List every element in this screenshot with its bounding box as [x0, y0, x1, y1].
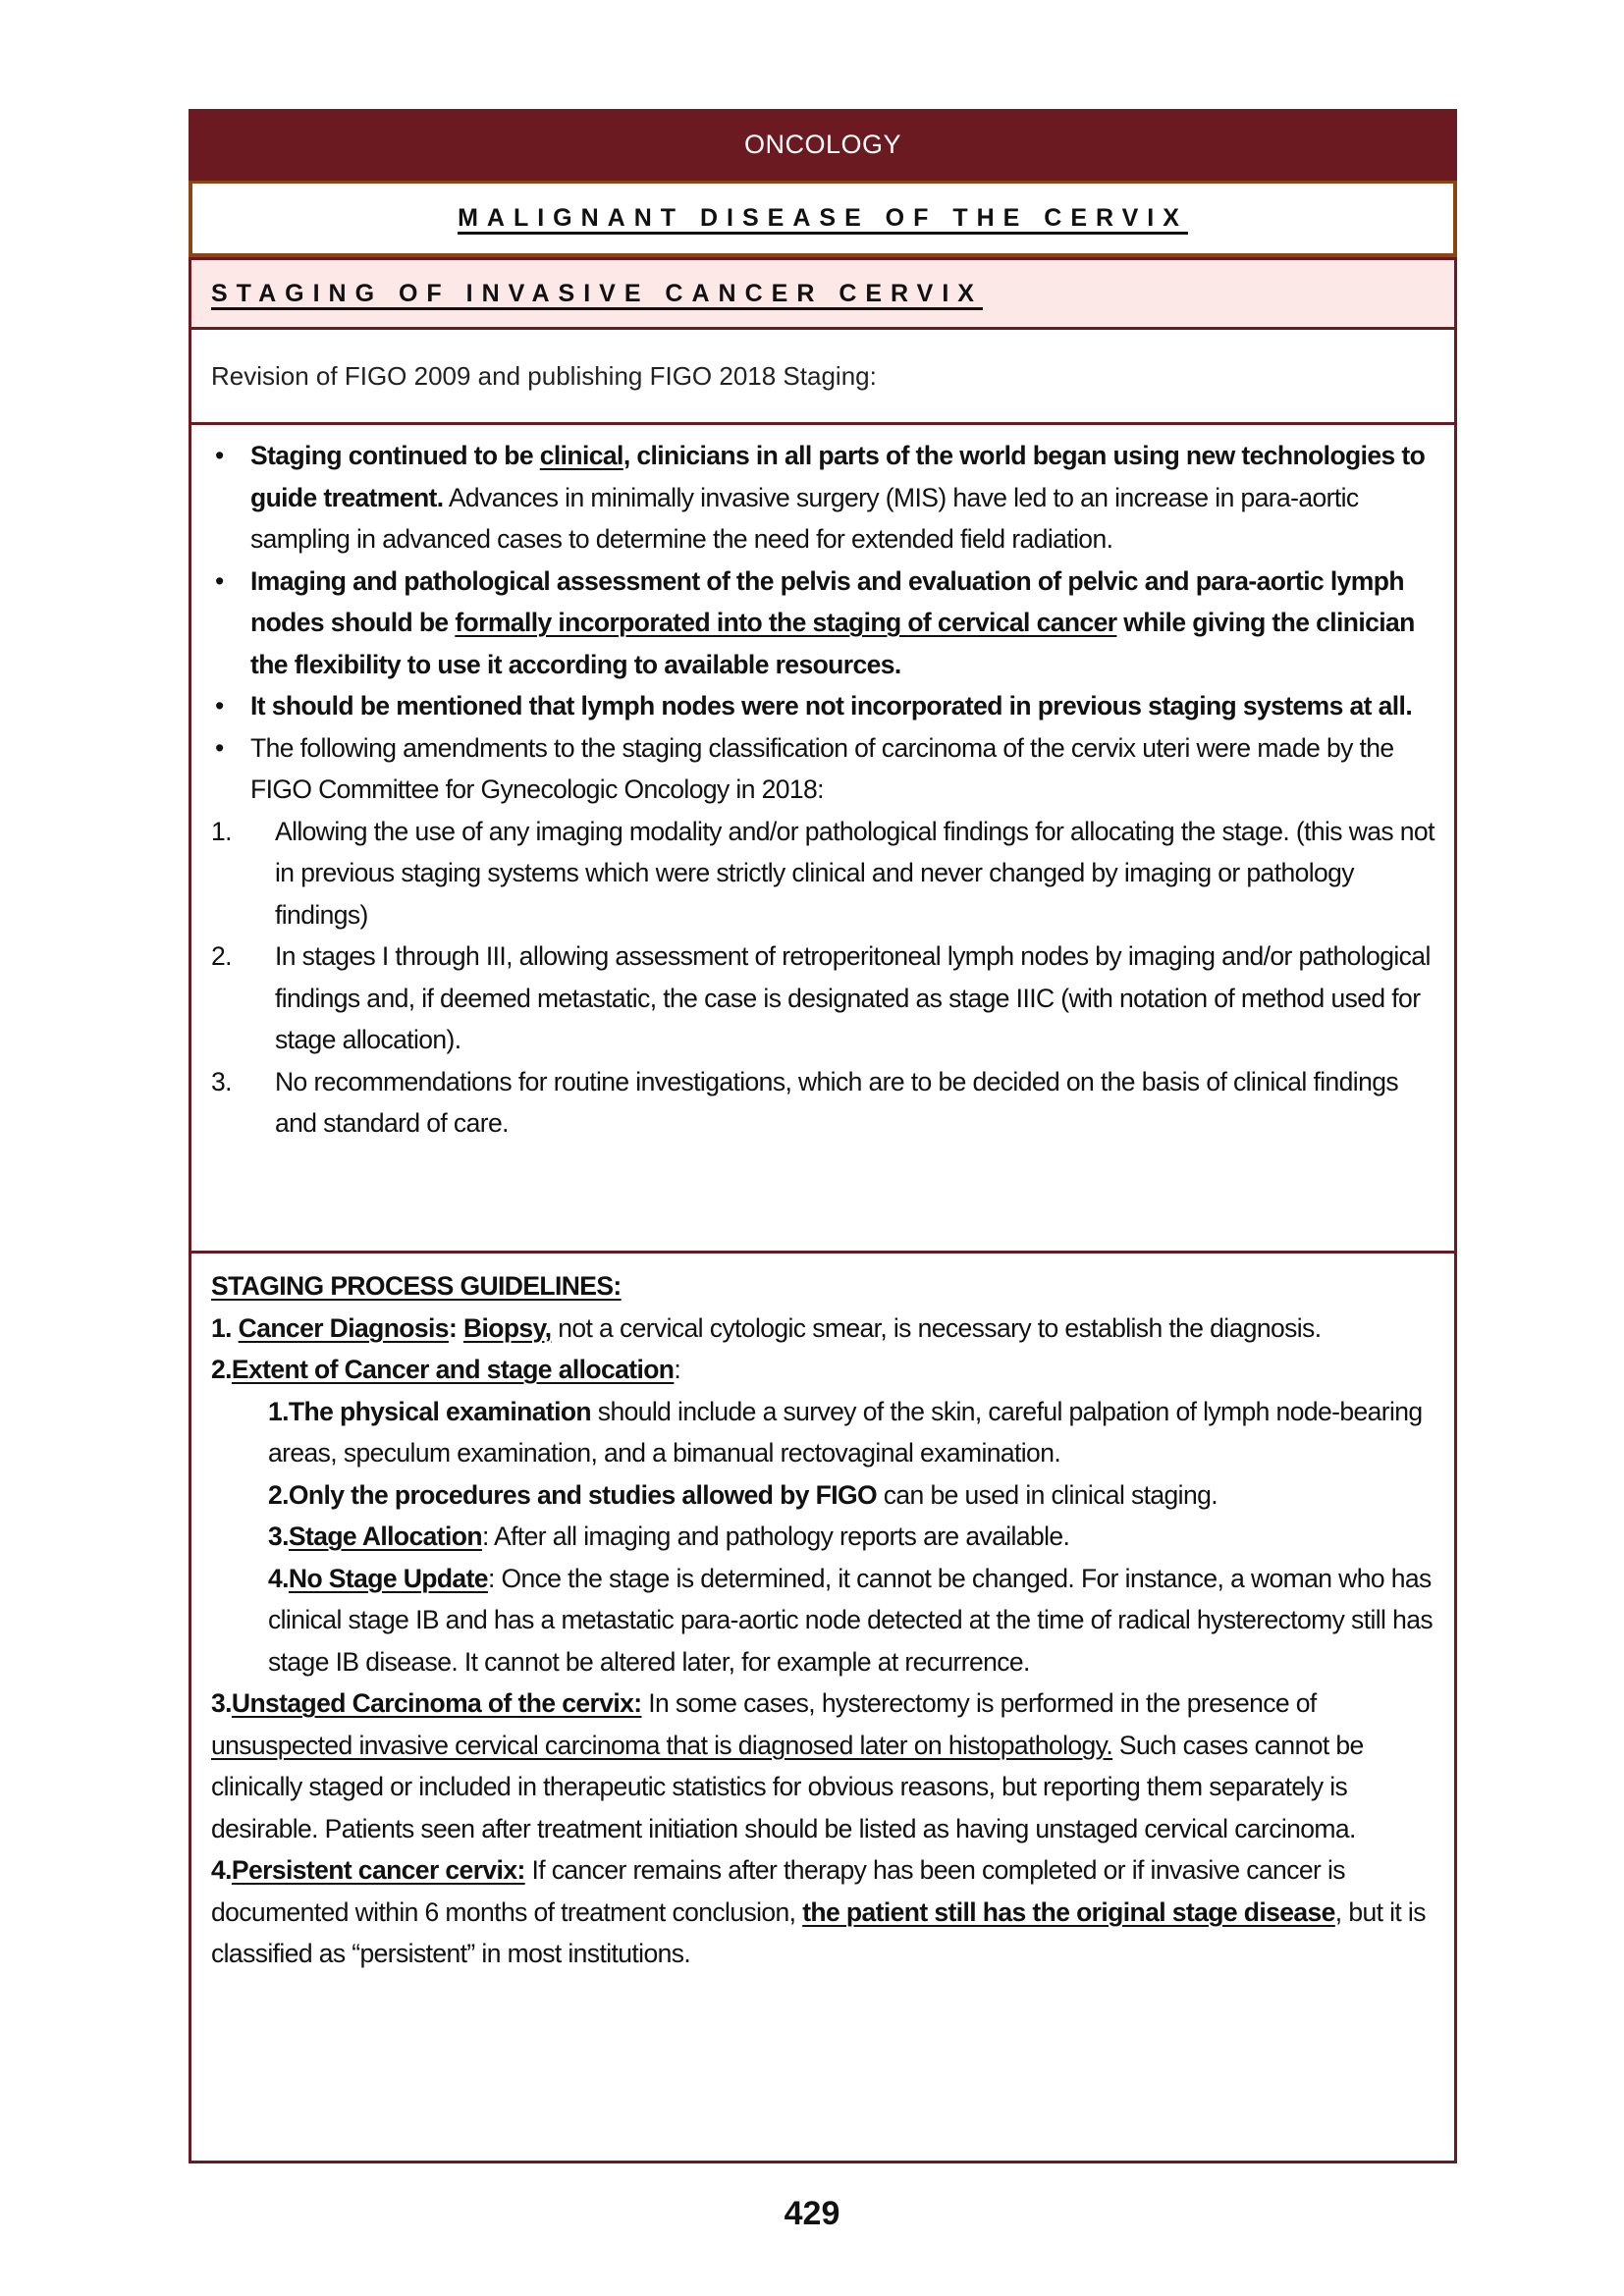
bullet-icon: • [215, 565, 224, 596]
bullet-bold-text: Staging continued to be [250, 441, 540, 470]
page-title: MALIGNANT DISEASE OF THE CERVIX [458, 204, 1188, 232]
section-label: ONCOLOGY [743, 130, 902, 159]
subitem-text: : Once the stage is determined, it cannot be changed. For instance, a woman who has clinical stage IB and has a metastatic para-aortic node detected at the time of radical hysterectomy still has stage IB disease. It cannot be altered later, for example at recurrence. [268, 1563, 1434, 1677]
guideline-label: Extent of Cancer and stage allocation [231, 1355, 675, 1384]
item-number: 4. [211, 1855, 232, 1885]
subitem-label: Stage Allocation [288, 1522, 482, 1551]
guideline-text: If cancer remains after therapy has been completed or if invasive cancer is documented within 6 months of treatment conclusion, [211, 1855, 1345, 1927]
guideline-label: Cancer Diagnosis [238, 1312, 449, 1343]
item-number: 2. [211, 1355, 232, 1384]
guideline-emphasis: the patient still has the original stage disease [802, 1896, 1335, 1927]
guideline-label: Biopsy, [462, 1312, 552, 1343]
bullet-icon: • [215, 691, 224, 721]
guideline-2 [211, 1349, 1435, 1391]
bullet-item [211, 561, 1435, 686]
bullet-bold-text: while giving the clinician the flexibility to use it according to available resources. [250, 608, 1415, 679]
amendments-list [211, 811, 1435, 1145]
guideline-underlined-text: unsuspected invasive cervical carcinoma that is diagnosed later on histopathology. [211, 1730, 1113, 1760]
item-number: 1. [268, 1396, 289, 1426]
amendment-item [211, 1061, 1435, 1145]
guidelines-heading: STAGING PROCESS GUIDELINES: [211, 1271, 622, 1301]
page-number: 429 [784, 2195, 840, 2232]
guidelines-section [189, 1254, 1457, 2163]
guideline-2-subitem [211, 1558, 1435, 1683]
bullets-section [189, 425, 1457, 1254]
guideline-4 [211, 1849, 1435, 1975]
subitem-label: No Stage Update [288, 1563, 488, 1593]
guideline-label: Unstaged Carcinoma of the cervix: [231, 1688, 642, 1718]
subitem-text: should include a survey of the skin, careful palpation of lymph node-bearing areas, speculum examination, and a bimanual rectovaginal examination. [268, 1396, 1423, 1468]
bullet-underlined-text: clinical [539, 441, 623, 470]
item-number: 1. [211, 816, 232, 846]
item-number: 3. [211, 1688, 232, 1718]
separator: : [448, 1312, 463, 1343]
section-header [189, 109, 1457, 181]
guideline-text: , but it is classified as “persistent” in most institutions. [211, 1896, 1426, 1968]
guideline-3 [211, 1682, 1435, 1849]
item-number: 2. [268, 1479, 289, 1510]
bullet-icon: • [215, 441, 224, 470]
item-number: 1. [211, 1312, 239, 1343]
bullet-item [211, 435, 1435, 561]
bullet-bold-text: It should be mentioned that lymph nodes were not incorporated in previous staging systems at all. [250, 691, 1413, 721]
title-row [189, 181, 1457, 257]
amendment-text: In stages I through III, allowing assessment of retroperitoneal lymph nodes by imaging and/or pathological findings and, if deemed metastatic, the case is designated as stage IIIC (with notation of method used for stage allocation). [275, 941, 1431, 1054]
amendment-text: No recommendations for routine investigations, which are to be decided on the basis of clinical findings and standard of care. [275, 1066, 1399, 1138]
content-box [189, 109, 1457, 2163]
bullet-plain-text: Advances in minimally invasive surgery (MIS) have led to an increase in para-aortic sampling in advanced cases to determine the need for extended field radiation. [250, 482, 1359, 554]
intro-text: Revision of FIGO 2009 and publishing FIGO 2018 Staging: [211, 360, 877, 391]
guideline-text: Such cases cannot be clinically staged or included in therapeutic statistics for obvious reasons, but reporting them separately is desirable. Patients seen after treatment initiation should be listed as having unstaged cervical carcinoma. [211, 1730, 1364, 1843]
guideline-text: not a cervical cytologic smear, is necessary to establish the diagnosis. [551, 1312, 1322, 1343]
item-number: 3. [211, 1066, 232, 1096]
subtitle-row [189, 257, 1457, 330]
bullet-underlined-text: formally incorporated into the staging of cervical cancer [455, 608, 1117, 637]
amendment-item [211, 935, 1435, 1061]
bullet-plain-text: The following amendments to the staging classification of carcinoma of the cervix uteri were made by the FIGO Committee for Gynecologic Oncology in 2018: [250, 732, 1394, 804]
item-number: 4. [268, 1563, 289, 1593]
bullet-item [211, 727, 1435, 811]
guideline-1 [211, 1308, 1435, 1350]
subitem-text: : After all imaging and pathology reports are available. [481, 1522, 1070, 1551]
guideline-2-subitem [211, 1516, 1435, 1558]
subitem-bold: Only the procedures and studies allowed by FIGO [288, 1479, 877, 1510]
intro-row [189, 330, 1457, 425]
item-number: 3. [268, 1522, 289, 1551]
bullet-item [211, 685, 1435, 727]
bullet-bold-text: Imaging and pathological assessment of the pelvis and evaluation of pelvic and para-aortic lymph nodes should be [250, 565, 1404, 637]
bullet-bold-text: , clinicians in all parts of the world began using new technologies to guide treatment. [250, 441, 1426, 512]
guideline-label: Persistent cancer cervix: [231, 1855, 525, 1885]
guideline-2-subitem [211, 1474, 1435, 1517]
subitem-bold: The physical examination [288, 1396, 592, 1426]
subitem-text: can be used in clinical staging. [877, 1479, 1218, 1510]
bullet-icon: • [215, 732, 224, 763]
amendment-item [211, 811, 1435, 936]
bullet-list [211, 435, 1435, 811]
guideline-text: In some cases, hysterectomy is performed in the presence of [641, 1688, 1317, 1718]
separator: : [674, 1355, 681, 1384]
amendment-text: Allowing the use of any imaging modality and/or pathological findings for allocating the stage. (this was not in previous staging systems which were strictly clinical and never changed by imaging or pathology findings) [275, 816, 1435, 930]
item-number: 2. [211, 941, 232, 971]
subtitle: STAGING OF INVASIVE CANCER CERVIX [211, 279, 983, 307]
guideline-2-subitem [211, 1391, 1435, 1474]
